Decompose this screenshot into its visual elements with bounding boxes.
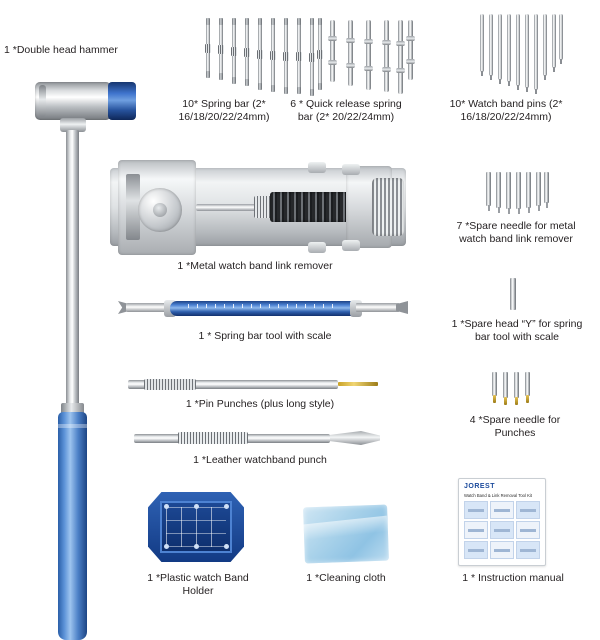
- quick-release-spring-bar: [366, 20, 371, 90]
- spring-bar-tool-right-shaft: [356, 303, 400, 312]
- spring-bar: [297, 18, 301, 94]
- manual-cell: [464, 521, 488, 539]
- link-remover-dial: [138, 188, 182, 232]
- spare-head-y-set: [510, 278, 524, 312]
- watch-band-pin: [525, 14, 529, 88]
- quick-release-spring-bar: [408, 20, 413, 80]
- label-double-head-hammer: 1 *Double head hammer: [4, 44, 118, 56]
- label-spring-bar: 10* Spring bar (2* 16/18/20/22/24mm): [178, 98, 270, 123]
- label-link-remover: 1 *Metal watch band link remover: [177, 260, 333, 272]
- spare-needle: [506, 172, 511, 209]
- label-spare-needle-punches: 4 *Spare needle for Punches: [469, 414, 561, 439]
- hammer-shaft: [66, 130, 79, 410]
- label-plastic-holder: 1 *Plastic watch Band Holder: [147, 572, 249, 597]
- label-cleaning-cloth: 1 *Cleaning cloth: [306, 572, 386, 584]
- manual-cell: [516, 521, 540, 539]
- spare-needle: [526, 172, 531, 208]
- spring-bar-tool-with-scale: [118, 290, 408, 326]
- spring-bar: [284, 18, 288, 94]
- spare-needle: [486, 172, 491, 206]
- quick-release-spring-bar: [398, 20, 403, 94]
- holder-peg: [224, 504, 229, 509]
- spring-bar: [258, 18, 262, 90]
- label-spare-head-y: 1 *Spare head “Y” for spring bar tool with scale: [451, 318, 583, 343]
- watch-band-pin-set: [480, 14, 564, 94]
- spring-bar: [245, 18, 249, 86]
- hammer-grip: [58, 412, 87, 640]
- spring-bar: [271, 18, 275, 92]
- holder-peg: [194, 544, 199, 549]
- link-remover-tab: [342, 164, 360, 175]
- pin-punch-gold-tip: [338, 382, 378, 386]
- manual-cell: [464, 541, 488, 559]
- holder-peg: [164, 544, 169, 549]
- pin-punch-knurled-grip: [144, 379, 196, 390]
- manual-cell: [490, 521, 514, 539]
- label-leather-punch: 1 *Leather watchband punch: [193, 454, 327, 466]
- spring-bar-set: [206, 18, 322, 94]
- watch-band-pin: [534, 14, 538, 90]
- leather-punch-head: [330, 431, 380, 445]
- spare-punch-needle: [525, 372, 530, 396]
- watch-band-pin: [480, 14, 484, 72]
- link-remover-knob: [372, 178, 404, 236]
- quick-release-spring-bar-set: [330, 20, 414, 96]
- spring-bar: [232, 18, 236, 84]
- instruction-manual: [458, 478, 546, 566]
- spring-bar: [310, 18, 314, 96]
- watch-band-pin: [516, 14, 520, 86]
- spare-needle: [516, 172, 521, 209]
- spare-punch-needle: [503, 372, 508, 398]
- label-spare-needle-metal: 7 *Spare needle for metal watch band link remover: [456, 220, 576, 245]
- watch-band-pin: [543, 14, 547, 76]
- manual-cell: [490, 541, 514, 559]
- spring-bar: [206, 18, 210, 78]
- label-pin-punches: 1 *Pin Punches (plus long style): [185, 398, 335, 410]
- quick-release-spring-bar: [384, 20, 389, 92]
- spare-needle: [536, 172, 541, 206]
- label-quick-release-spring-bar: 6 * Quick release spring bar (2* 20/22/24mm): [290, 98, 402, 123]
- spare-head-y: [510, 278, 516, 310]
- spare-punch-needle: [514, 372, 519, 398]
- watch-band-pin: [489, 14, 493, 76]
- leather-punch-knurled-grip: [178, 432, 248, 444]
- link-remover-tab: [342, 240, 360, 251]
- spare-needle: [496, 172, 501, 208]
- plastic-watch-band-holder: [148, 492, 244, 568]
- holder-peg: [194, 504, 199, 509]
- holder-peg: [164, 504, 169, 509]
- link-remover-tab: [308, 162, 326, 173]
- link-remover-tab: [308, 242, 326, 253]
- spare-needle: [544, 172, 549, 203]
- holder-grid: [166, 507, 226, 547]
- label-watch-band-pins: 10* Watch band pins (2* 16/18/20/22/24mm): [449, 98, 563, 123]
- label-instruction-manual: 1 * Instruction manual: [462, 572, 564, 584]
- label-spring-bar-tool: 1 * Spring bar tool with scale: [198, 330, 332, 342]
- manual-cell: [464, 501, 488, 519]
- quick-release-spring-bar: [348, 20, 353, 86]
- manual-illustration-grid: [464, 501, 540, 559]
- spare-needle-set-metal: [486, 172, 548, 212]
- watch-band-pin: [507, 14, 511, 82]
- spare-punch-needle: [492, 372, 497, 396]
- manual-subtitle: Watch Band & Link Removal Tool Kit: [464, 493, 532, 498]
- manual-brand-logo: JOREST: [464, 483, 496, 490]
- pin-punches-long-style: [128, 375, 378, 393]
- watch-band-pin: [498, 14, 502, 80]
- metal-watch-band-link-remover: [110, 160, 406, 255]
- manual-cell: [516, 501, 540, 519]
- spare-needle-set-punches: [492, 372, 534, 406]
- manual-cell: [490, 501, 514, 519]
- cleaning-cloth: [303, 505, 389, 564]
- spring-bar-tool-scale: [188, 304, 338, 308]
- watch-band-pin: [552, 14, 556, 68]
- manual-cell: [516, 541, 540, 559]
- spring-bar: [318, 18, 322, 90]
- holder-peg: [224, 544, 229, 549]
- hammer-nylon-face: [108, 82, 136, 120]
- spring-bar: [219, 18, 223, 80]
- hammer-steel-face: [35, 82, 111, 120]
- watch-band-pin: [559, 14, 563, 60]
- quick-release-spring-bar: [330, 20, 335, 82]
- leather-watchband-punch: [134, 428, 380, 448]
